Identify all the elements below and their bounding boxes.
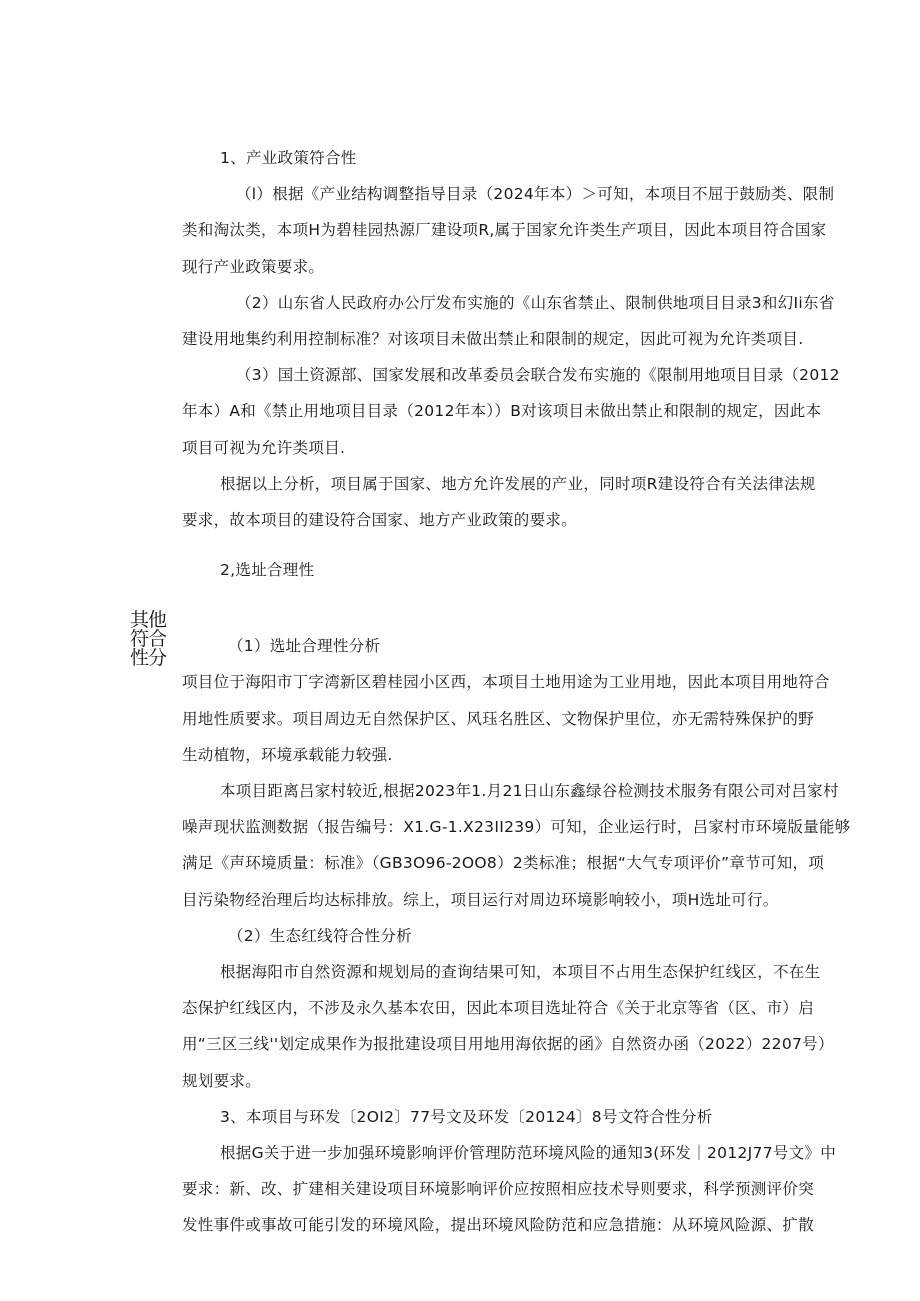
subheading-ecological-redline: （2）生态红线符合性分析 [228, 926, 412, 945]
text-line: 本项目距离吕家村较近,根据2023年1.月21日山东鑫绿谷检测技术服务有限公司对吕家村 [220, 782, 839, 800]
text-line: 用“三区三线''划定成果作为报批建设项目用地用海依据的函》自然资办函（2022）2207号） [182, 1035, 834, 1054]
paragraph-policy-2 [182, 285, 835, 357]
paragraph-policy-3 [182, 357, 840, 466]
text-line: 生动植物，环境承载能力较强. [182, 745, 393, 764]
text-line: 项目可视为允许类项目. [182, 438, 346, 457]
text-line: 根据海阳市自然资源和规划局的查询结果可知，本项目不占用生态保护红线区，不在生 [220, 962, 821, 981]
paragraph-site-location [182, 664, 830, 773]
side-label-line: 其他 [130, 609, 167, 631]
text-line: 建设用地集约利用控制标准？对该项目未做出禁止和限制的规定，因此可视为允许类项目. [182, 329, 804, 348]
text-line: 根据以上分析，项目属于国家、地方允许发展的产业，同时项R建设符合有关法律法规 [220, 474, 816, 493]
text-line: 发性事件或事故可能引发的环境风险，提出环境风险防范和应急措施：从环境风险源、扩散 [182, 1216, 815, 1235]
heading-env-documents: 3、本项目与环发〔2OI2〕77号文及环发〔20124〕8号文符合性分析 [220, 1107, 713, 1126]
text-line: 态保护红线区内，不涉及永久基本农田，因此本项目选址符合《关于北京等省（区、市）启 [182, 999, 815, 1018]
text-line: 噪声现状监测数据（报告编号：X1.G-1.X23II239）可知，企业运行时，吕家村市环境版量能够 [182, 818, 851, 837]
paragraph-policy-summary [182, 466, 816, 538]
paragraph-policy-1 [182, 176, 835, 285]
subheading-site-rationality: （1）选址合理性分析 [228, 637, 381, 656]
paragraph-ecological-redline [182, 954, 834, 1099]
text-line: 要求，故本项目的建设符合国家、地方产业政策的要求。 [182, 510, 578, 529]
text-line: 根据G关于进一步加强环境影响评价管理防范环境风险的通知3(环发｜2012J77号文》中 [220, 1143, 837, 1162]
text-line: （2）山东省人民政府办公厅发布实施的《山东省禁止、限制供地项目目录3和幻Ii东省 [236, 293, 835, 312]
text-line: 项目位于海阳市丁字湾新区碧桂园小区西，本项目土地用途为工业用地，因此本项目用地符合 [182, 673, 830, 692]
text-line: 规划要求。 [182, 1071, 262, 1090]
text-line: 要求：新、改、扩建相关建设项目环境影响评价应按照相应技术导则要求，科学预测评价突 [182, 1180, 815, 1199]
heading-industry-policy: 1、产业政策符合性 [220, 149, 357, 167]
text-line: 年本）A和《禁止用地项目目录（2012年本））B对该项目未做出禁止和限制的规定，因此本 [182, 402, 822, 421]
heading-site-selection: 2,选址合理性 [220, 561, 315, 580]
paragraph-env-risk [182, 1135, 837, 1244]
text-line: （3）国土资源部、国家发展和改革委员会联合发布实施的《限制用地项目目录（2012 [236, 366, 840, 385]
text-line: 目污染物经治理后均达标排放。综上，项目运行对周边环境影响较小，项H选址可行。 [182, 890, 779, 909]
paragraph-noise-monitoring [182, 773, 851, 918]
side-label [130, 611, 170, 668]
side-label-line: 性分 [130, 647, 167, 669]
side-label-line: 符合 [130, 628, 167, 650]
text-line: 用地性质要求。项目周边无自然保护区、风珏名胜区、文物保护里位，亦无需特殊保护的野 [182, 709, 815, 728]
text-line: 满足《声环境质量：标准》（GB3O96-2OO8）2类标准；根据“大气专项评价”章节可知，项 [182, 854, 825, 873]
document-body [182, 140, 851, 1243]
text-line: 现行产业政策要求。 [182, 257, 325, 276]
text-line: （l）根据《产业结构调整指导目录（2024年本）＞可知，本项目不屈于鼓励类、限制 [236, 185, 835, 204]
text-line: 类和淘汰类，本项H为碧桂园热源厂建设项R,属于国家允许类生产项目，因此本项目符合国家 [182, 221, 827, 240]
